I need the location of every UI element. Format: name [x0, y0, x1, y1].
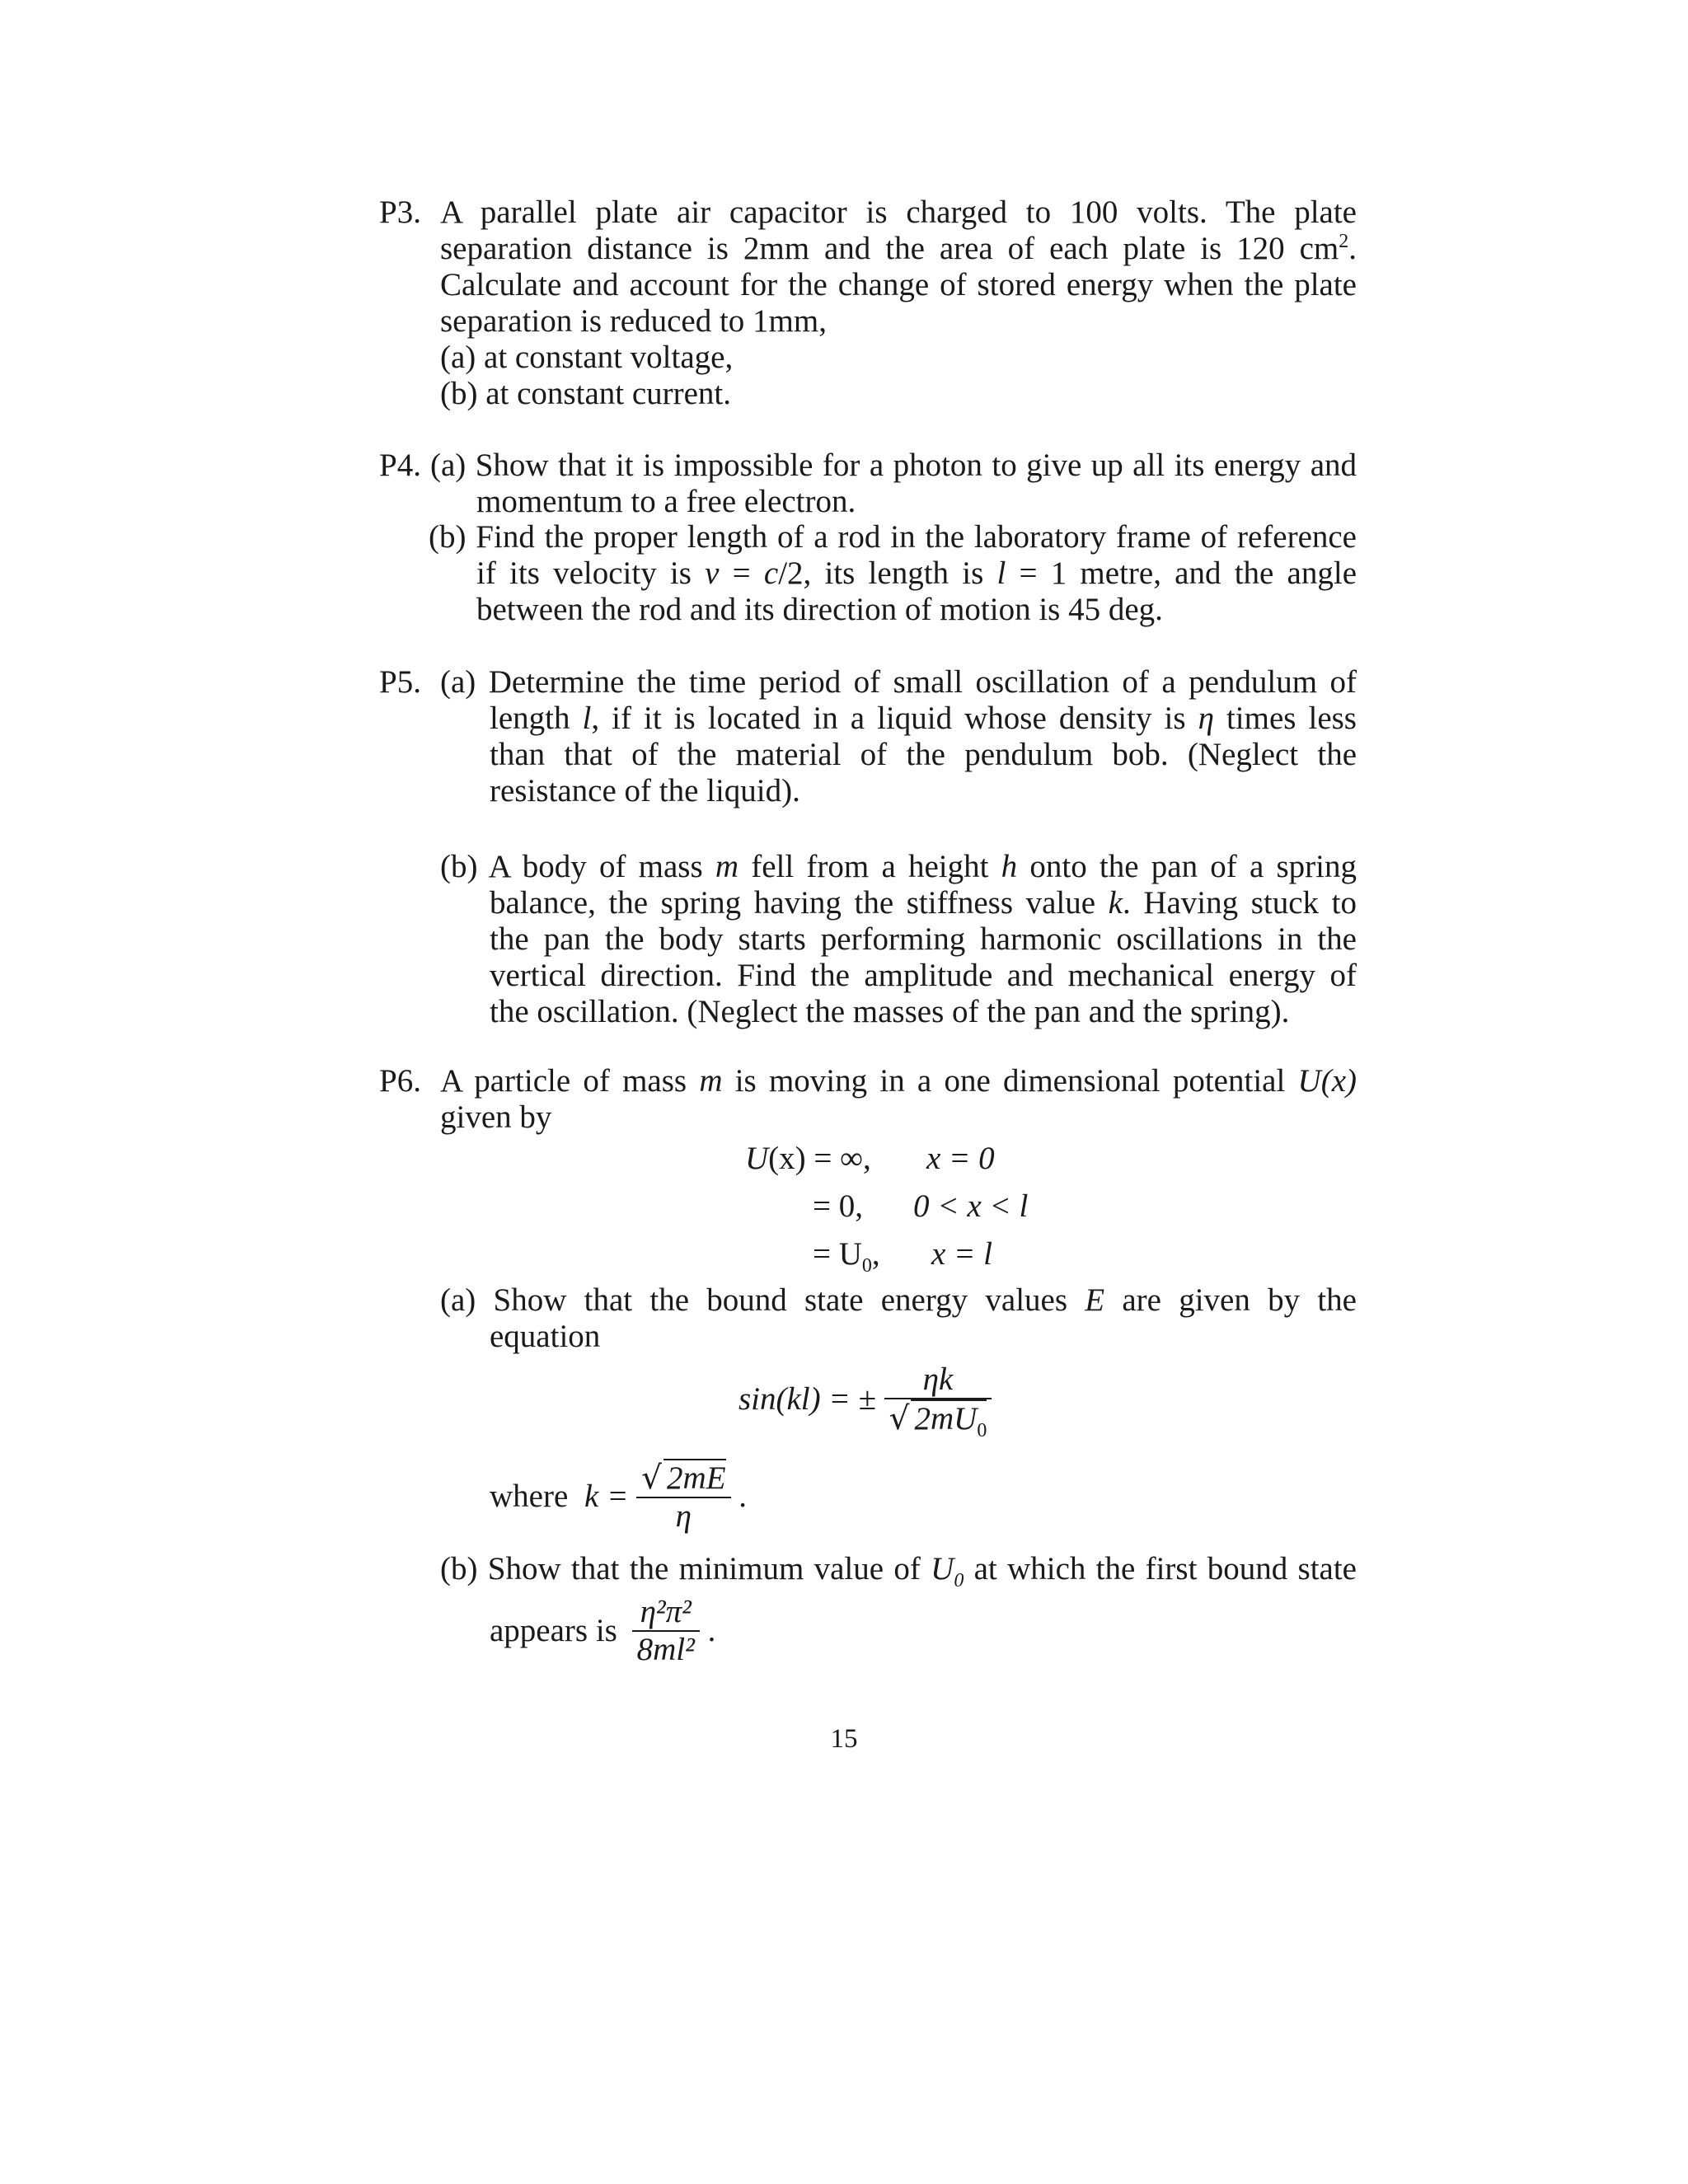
k-fraction: $\frac{√ 2mE}{\eta}$	[636, 1459, 730, 1535]
p5-a-line-1: (a) Determine the time period of small oscillation of a pendulum of	[440, 664, 1357, 700]
p3-line-2: separation distance is 2mm and the area of each plate is 120 $cm^2$.	[440, 231, 1357, 266]
p6-line-2: given by	[440, 1099, 552, 1135]
p4-b-line-3: between the rod and its direction of motion is 45 deg.	[476, 592, 1163, 627]
problem-p6-part-b	[440, 1551, 1357, 1591]
problem-p6-part-a	[440, 1282, 1357, 1355]
potential-cond-1: x = 0	[926, 1141, 995, 1176]
p6-b-line-1: (b) Show that the minimum value of $U_0$ at which the first bound state	[440, 1551, 1357, 1591]
problem-p6-intro	[440, 1063, 1357, 1136]
p3-line-1: A parallel plate air capacitor is charged to 100 volts. The plate	[440, 194, 1357, 230]
page-number: 15	[830, 1724, 858, 1754]
sin-kl-equation: sin(kl) = ± $\frac{\eta k}{√ 2mU_0}$	[738, 1361, 992, 1437]
p3-part-b: (b) at constant current.	[440, 376, 732, 411]
problem-label-p4: P4.	[379, 448, 421, 483]
problem-label-p5: P5.	[379, 664, 421, 700]
potential-eq-3: = $U_0$,	[813, 1236, 880, 1277]
potential-eq-2: = 0,	[813, 1188, 863, 1224]
p3-line-4: separation is reduced to 1mm,	[440, 303, 827, 339]
p5-b-line-2: balance, the spring having the stiffness value k. Having stuck to	[490, 885, 1357, 921]
problem-label-p6: P6.	[379, 1063, 421, 1099]
where-k-definition: where k = $\frac{√ 2mE}{\eta}$ .	[490, 1460, 748, 1534]
p5-b-line-1: (b) A body of mass m fell from a height h onto the pan of a spring	[440, 849, 1357, 884]
p6-line-1: A particle of mass m is moving in a one dimensional potential U(x)	[440, 1063, 1357, 1099]
sin-eq-fraction: $\frac{\eta k}{√ 2mU_0}$	[884, 1361, 992, 1437]
p4-b-line-2: if its velocity is v = c/2, its length is l = 1 metre, and the angle	[476, 555, 1357, 591]
problem-label-p3: P3.	[379, 194, 421, 230]
p3-part-a: (a) at constant voltage,	[440, 340, 734, 375]
p5-b-line-4: vertical direction. Find the amplitude and mechanical energy of	[490, 958, 1357, 993]
p5-a-line-4: resistance of the liquid).	[490, 773, 800, 808]
min-u0-expression: appears is $\frac{\text{η²π²}}{\text{8ml²}}$ .	[490, 1594, 716, 1667]
p4-b-line-1: (b) Find the proper length of a rod in the laboratory frame of reference	[429, 519, 1357, 555]
problem-p5-part-a	[440, 664, 1357, 809]
potential-cond-2: 0 < x < l	[913, 1188, 1029, 1224]
p5-a-line-3: than that of the material of the pendulum bob. (Neglect the	[490, 737, 1357, 772]
p5-b-line-5: the oscillation. (Neglect the masses of the pan and the spring).	[490, 994, 1290, 1029]
p6-a-line-1: (a) Show that the bound state energy values E are given by the	[440, 1282, 1357, 1318]
p4-a-line-1: (a) Show that it is impossible for a photon to give up all its energy and	[430, 448, 1357, 483]
p3-line-3: Calculate and account for the change of stored energy when the plate	[440, 267, 1357, 302]
p6-a-line-2: equation	[490, 1319, 601, 1354]
problem-p4-part-a	[430, 448, 1357, 520]
problem-p5-part-b	[440, 849, 1357, 1030]
p4-a-line-2: momentum to a free electron.	[476, 484, 856, 519]
potential-eq-1: U(x) = ∞,	[745, 1141, 871, 1176]
problem-p4-part-b	[429, 519, 1357, 628]
p5-b-line-3: the pan the body starts performing harmonic oscillations in the	[490, 921, 1357, 957]
min-u0-fraction: $\frac{\text{η²π²}}{\text{8ml²}}$	[632, 1594, 700, 1668]
potential-cond-3: x = l	[931, 1236, 992, 1272]
problem-p3-text	[440, 194, 1357, 412]
p5-a-line-2: length l, if it is located in a liquid whose density is η times less	[490, 701, 1357, 736]
